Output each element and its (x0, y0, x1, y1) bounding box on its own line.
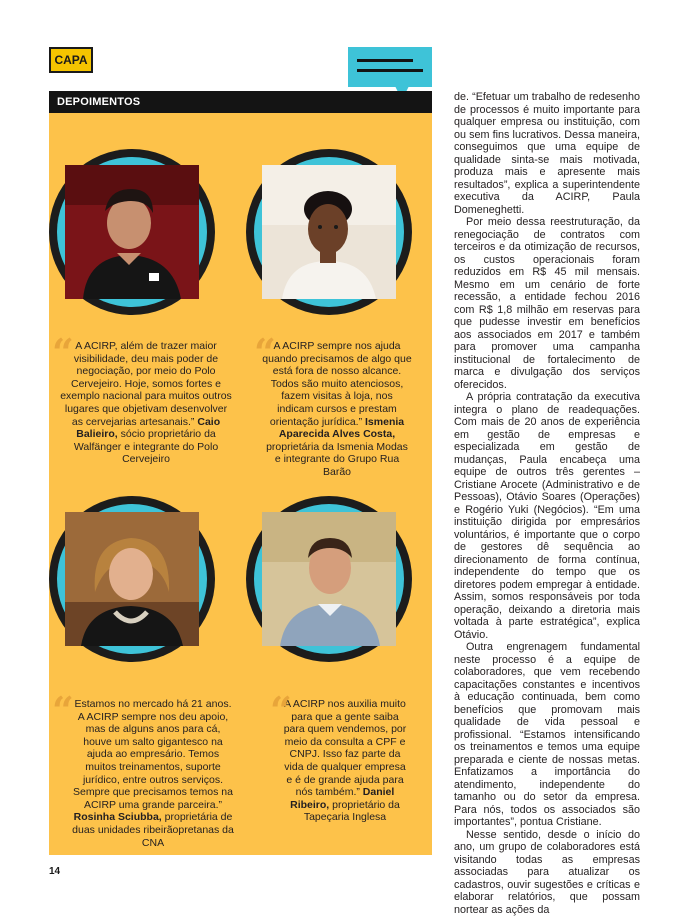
article-paragraph: de. “Efetuar um trabalho de redesenho de processos é muito importante para qualquer empresa ou instituição, com ou sem fins lucrativos. Dessa maneira, conseguimos que uma equipe de qualidade sinta-se mais motivada, produza mais e apresente mais resultados”, explica a superintendente executiva da ACIRP, Paula Domeneghetti. (454, 91, 640, 216)
testimonial-role: sócio proprietário da Walfänger e integrante do Polo Cervejeiro (74, 428, 218, 465)
avatar-daniel-ribeiro (246, 496, 412, 662)
testimonial-quote: “ A ACIRP sempre nos ajuda quando precisamos de algo que está fora de nosso alcance. Todos são muito atenciosos, fazem visitas à loja, nos indicam cursos e prestam orientação jurídica.” Ismenia Aparecida Alves Costa, proprietária da Ismenia Modas e integrante do Grupo Rua Barão (262, 340, 412, 479)
article-paragraph: A própria contratação da executiva integra o plano de readequações. Com mais de 20 anos de experiência em gestão de empresas e especializada em gestão de mudanças, Paula encabeça uma equipe de outros três gerentes – Cristiane Arocete (Administrativo e de Pessoas), Otávio Soares (Operações) e Rogério Yuki (Negócios). “Em uma instituição dirigida por empresários voluntários, é importante que o corpo de gestores dê sequência ao direcionamento de forma contínua, independente do tempo que os diretores podem empregar à entidade. Assim, somos responsáveis por toda operação, deixando a diretoria mais voltada à parte estratégica”, explica Otávio. (454, 391, 640, 641)
article-paragraph: Por meio dessa reestruturação, da renegociação de contratos com terceiros e da otimização de recursos, os custos operacionais foram reduzidos em R$ 45 mil mensais. Mesmo em um cenário de forte recessão, a entidade fechou 2016 com R$ 1,8 milhão em reservas para que pudesse investir em benefícios aos associados em 2017 e também para promover uma campanha institucional de fortalecimento de marca e divulgação dos serviços oferecidos. (454, 216, 640, 391)
quote-mark-icon: “ (52, 334, 74, 372)
portrait-photo (262, 165, 396, 299)
testimonial-author: Daniel Ribeiro, (290, 786, 394, 811)
testimonial-role: proprietário da Tapeçaria Inglesa (304, 799, 400, 824)
portrait-photo (65, 512, 199, 646)
quote-mark-icon: “ (52, 692, 74, 730)
avatar-ismenia-costa (246, 149, 412, 315)
article-body (454, 91, 640, 866)
testimonial-role: proprietária da Ismenia Modas e integrante do Grupo Rua Barão (266, 441, 408, 478)
testimonial-quote: “ Estamos no mercado há 21 anos. A ACIRP sempre nos deu apoio, mas de alguns anos para cá, houve um salto gigantesco na ajuda ao empresário. Temos muitos treinamentos, suporte jurídico, entre outros serviços. Sempre que precisamos temos na ACIRP uma grande parceira.” Rosinha Sciubba, proprietária de duas unidades ribeirãopretanas da CNA (72, 698, 234, 849)
portrait-photo (262, 512, 396, 646)
page-number: 14 (49, 866, 60, 877)
testimonial-quote: “ A ACIRP nos auxilia muito para que a gente saiba para quem vendemos, por meio da consulta a CPF e CNPJ. Isso faz parte da vida de qualquer empresa e é de grande ajuda para nós também.” Daniel Ribeiro, proprietário da Tapeçaria Inglesa (280, 698, 410, 824)
section-tag: CAPA (49, 47, 93, 73)
avatar-caio-balieiro (49, 149, 215, 315)
article-paragraph: Outra engrenagem fundamental neste processo é a equipe de colaboradores, que vem recebendo capacitações constantes e incentivos à educação continuada, bem como benefícios que promovam mais qualidade de vida pessoal e profissional. “Estamos intensificando os treinamentos e temos uma equipe preparada e ciente de nossas metas. Enfatizamos a importância do atendimento, independente do tamanho ou do setor da empresa. Para nós, todos os associados são importantes”, pontua Cristiane. (454, 641, 640, 829)
testimonial-author: Caio Balieiro, (76, 416, 220, 441)
testimonial-author: Ismenia Aparecida Alves Costa, (279, 416, 404, 441)
article-paragraph: Nesse sentido, desde o início do ano, um grupo de colaboradores está visitando todas as empresas associadas para atualizar os cadastros, ouvir sugestões e críticas e elaborar relatórios, que possam nortear as ações da (454, 829, 640, 916)
avatar-rosinha-sciubba (49, 496, 215, 662)
testimonial-role: proprietária de duas unidades ribeirãopretanas da CNA (72, 811, 234, 848)
portrait-photo (65, 165, 199, 299)
testimonial-quote: “ A ACIRP, além de trazer maior visibilidade, deu mais poder de negociação, por meio do Polo Cervejeiro. Hoje, somos fortes e exemplo nacional para muitos outros lugares que objetivam desenvolver as cervejarias artesanais.” Caio Balieiro, sócio proprietário da Walfänger e integrante do Polo Cervejeiro (58, 340, 234, 466)
panel-title: DEPOIMENTOS (49, 91, 432, 113)
quote-mark-icon: “ (270, 692, 292, 730)
testimonial-author: Rosinha Sciubba, (74, 811, 162, 823)
quote-mark-icon: “ (254, 334, 276, 372)
